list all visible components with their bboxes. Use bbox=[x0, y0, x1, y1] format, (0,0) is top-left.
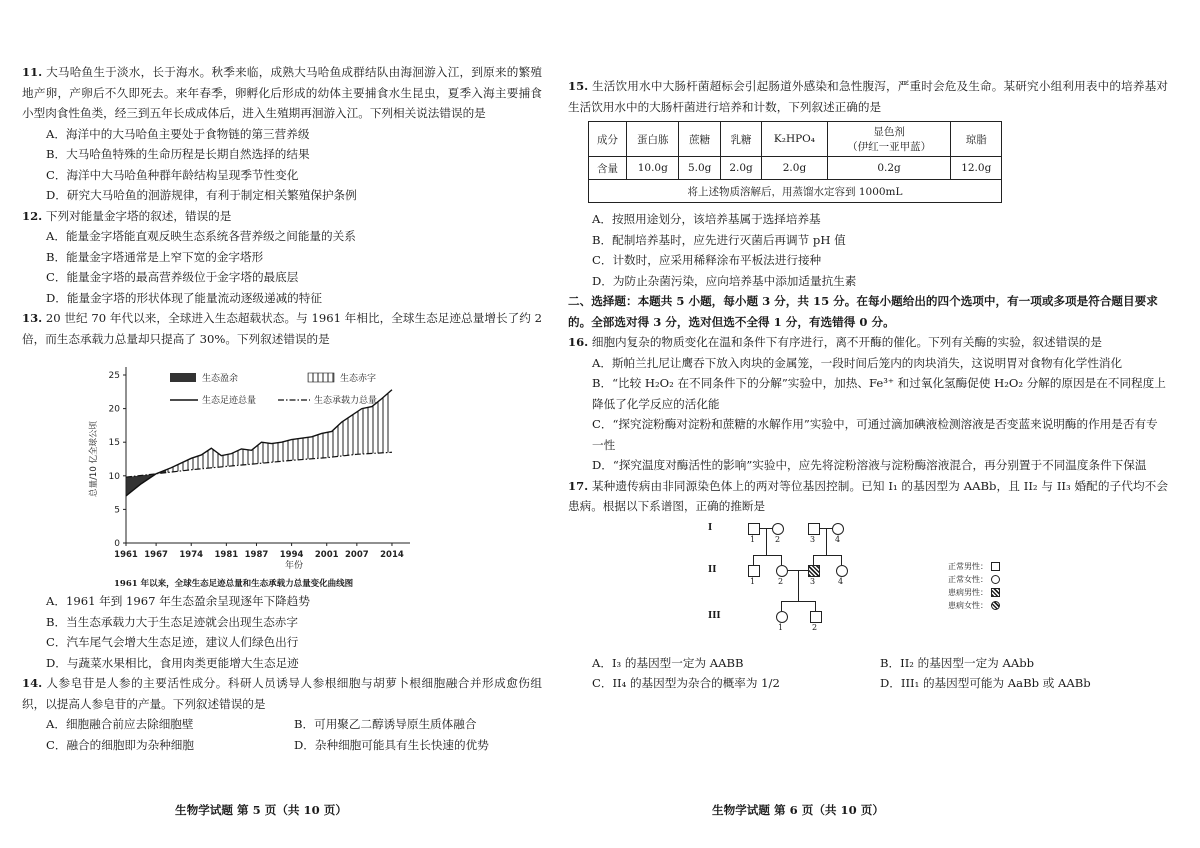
generation-label-ii: II bbox=[708, 564, 717, 575]
table-note-row bbox=[589, 180, 1002, 203]
medium-table bbox=[588, 121, 1002, 203]
pedigree-descent-line bbox=[781, 601, 782, 611]
legend-affected-male-symbol bbox=[991, 588, 1000, 597]
x-tick-label: 2014 bbox=[380, 550, 404, 560]
section-two-heading: 二、选择题：本题共 5 小题，每小题 3 分，共 15 分。在每小题给出的四个选项中，有一项或多项是符合题目要求的。全部选对得 3 分，选对但选不全得 1 分，有选错得 0 分。 bbox=[568, 294, 1158, 329]
table-cell: 10.0g bbox=[627, 157, 679, 180]
x-tick-label: 1967 bbox=[144, 550, 168, 560]
y-tick-label: 20 bbox=[108, 404, 120, 415]
pedigree-descent-line bbox=[798, 571, 799, 601]
x-tick-label: 1961 bbox=[114, 550, 138, 560]
pedigree-i4-normal-female bbox=[832, 523, 844, 535]
pedigree-descent-line bbox=[841, 555, 842, 565]
q14-option-a: A．细胞融合前应去除细胞壁 bbox=[46, 717, 194, 731]
pedigree-iii1-normal-female bbox=[776, 611, 788, 623]
legend-swatch-deficit bbox=[308, 373, 334, 382]
question-13: 13. 20 世纪 70 年代以来，全球进入生态超载状态。与 1961 年相比，全球生态足迹总量增长了约 2 倍，而生态承载力总量却只提高了 30%。下列叙述错误的是 bbox=[22, 311, 542, 346]
q14-option-d: D．杂种细胞可能具有生长快速的优势 bbox=[294, 737, 489, 752]
pedigree-number: 3 bbox=[810, 534, 816, 544]
table-header-cell: 蔗糖 bbox=[679, 122, 720, 157]
pedigree-i1-normal-male bbox=[748, 523, 760, 535]
page-footer-left: 生物学试题 第 5 页（共 10 页） bbox=[175, 803, 347, 817]
legend-label-biocapacity: 生态承载力总量 bbox=[314, 396, 378, 406]
q12-option-a: A．能量金字塔能直观反映生态系统各营养级之间能量的关系 bbox=[46, 229, 356, 243]
generation-label-iii: III bbox=[708, 610, 721, 621]
pedigree-number: 2 bbox=[778, 576, 784, 586]
question-11-stem: 大马哈鱼生于淡水，长于海水。秋季来临，成熟大马哈鱼成群结队由海洄游入江，到原来的繁殖地产卵，产卵后不久即死去。来年春季，卵孵化后形成的幼体主要捕食水生昆虫，夏季入海主要捕食小型肉食性鱼类，经三到五年长成成体后，进入生殖期再洄游入江。下列相关说法错误的是 bbox=[22, 65, 542, 120]
q12-option-b: B．能量金字塔通常是上窄下宽的金字塔形 bbox=[46, 249, 264, 264]
y-tick-label: 5 bbox=[114, 505, 120, 516]
q11-option-a: A．海洋中的大马哈鱼主要处于食物链的第三营养级 bbox=[46, 126, 310, 141]
pedigree-descent-line bbox=[815, 601, 816, 611]
pedigree-number: 1 bbox=[778, 622, 784, 632]
q13-option-d: D．与蔬菜水果相比，食用肉类更能增大生态足迹 bbox=[46, 655, 299, 670]
question-15: 15. 生活饮用水中大肠杆菌超标会引起肠道外感染和急性腹泻，严重时会危及生命。某研究小组利用表中的培养基对生活饮用水中的大肠杆菌进行培养和计数，下列叙述正确的是 bbox=[568, 79, 1168, 114]
y-axis-label: 总量/10 亿全球公顷 bbox=[89, 421, 99, 497]
pedigree-number: 3 bbox=[810, 576, 816, 586]
pedigree-sibship-line bbox=[753, 555, 781, 556]
legend-normal-male-symbol bbox=[991, 562, 1000, 571]
q17-option-b: B．II₂ 的基因型一定为 AAbb bbox=[880, 655, 1035, 670]
question-17-stem: 某种遗传病由非同源染色体上的两对等位基因控制。已知 I₁ 的基因型为 AABb，且 II₂ 与 II₃ 婚配的子代均不会患病。根据以下系谱图，正确的推断是 bbox=[568, 478, 1168, 513]
footprint-chart bbox=[82, 355, 422, 577]
table-cell: 0.2g bbox=[827, 157, 951, 180]
q16-option-d: D．“探究温度对酶活性的影响”实验中，应先将淀粉溶液与淀粉酶溶液混合，再分别置于不同温度条件下保温 bbox=[592, 458, 1147, 472]
table-header-cell: 成分 bbox=[589, 122, 627, 157]
q15-option-b: B．配制培养基时，应先进行灭菌后再调节 pH 值 bbox=[592, 232, 846, 247]
pedigree-sibship-line bbox=[813, 555, 841, 556]
pedigree-number: 4 bbox=[835, 534, 841, 544]
pedigree-descent-line bbox=[826, 529, 827, 555]
question-14-stem: 人参皂苷是人参的主要活性成分。科研人员诱导人参根细胞与胡萝卜根细胞融合并形成愈伤组织，以提高人参皂苷的产量。下列叙述错误的是 bbox=[22, 676, 542, 711]
pedigree-ii3-affected-male bbox=[808, 565, 820, 577]
table-cell: 2.0g bbox=[720, 157, 761, 180]
q13-option-c: C．汽车尾气会增大生态足迹，建议人们绿色出行 bbox=[46, 635, 299, 649]
legend-affected-female-symbol bbox=[991, 601, 1000, 610]
q16-option-c: C．“探究淀粉酶对淀粉和蔗糖的水解作用”实验中，可通过滴加碘液检测溶液是否变蓝来说明酶的作用是否有专一性 bbox=[592, 417, 1158, 452]
right-page bbox=[560, 0, 1200, 848]
question-16: 16. 细胞内复杂的物质变化在温和条件下有序进行，离不开酶的催化。下列有关酶的实验，叙述错误的是 bbox=[568, 335, 1102, 349]
pedigree-chart bbox=[708, 519, 1068, 647]
legend-swatch-surplus bbox=[170, 373, 196, 382]
q15-option-a: A．按照用途划分，该培养基属于选择培养基 bbox=[592, 212, 821, 226]
question-11: 11. 大马哈鱼生于淡水，长于海水。秋季来临，成熟大马哈鱼成群结队由海洄游入江，到原来的繁殖地产卵，产卵后不久即死去。来年春季，卵孵化后形成的幼体主要捕食水生昆虫，夏季入海主要捕食小型肉食性鱼类，经三到五年长成成体后，进入生殖期再洄游入江。下列相关说法错误的是 bbox=[22, 65, 542, 120]
indicator-subtitle: （伊红一亚甲蓝） bbox=[847, 141, 932, 153]
pedigree-descent-line bbox=[781, 555, 782, 565]
table-header-cell-indicator: 显色剂 （伊红一亚甲蓝） bbox=[827, 122, 951, 157]
q17-option-c: C．II₄ 的基因型为杂合的概率为 1/2 bbox=[592, 676, 780, 690]
legend-normal-female-symbol bbox=[991, 575, 1000, 584]
question-15-stem: 生活饮用水中大肠杆菌超标会引起肠道外感染和急性腹泻，严重时会危及生命。某研究小组利用表中的培养基对生活饮用水中的大肠杆菌进行培养和计数，下列叙述正确的是 bbox=[568, 79, 1168, 114]
q11-option-c: C．海洋中大马哈鱼种群年龄结构呈现季节性变化 bbox=[46, 167, 299, 182]
pedigree-iii2-normal-male bbox=[810, 611, 822, 623]
chart-caption: 1961 年以来，全球生态足迹总量和生态承载力总量变化曲线图 bbox=[114, 579, 354, 589]
q17-option-d: D．III₁ 的基因型可能为 AaBb 或 AABb bbox=[880, 676, 1091, 690]
q12-option-d: D．能量金字塔的形状体现了能量流动逐级递减的特征 bbox=[46, 290, 322, 305]
table-header-cell: 蛋白胨 bbox=[627, 122, 679, 157]
pedigree-descent-line bbox=[813, 555, 814, 565]
question-12-stem: 下列对能量金字塔的叙述，错误的是 bbox=[45, 208, 232, 223]
q15-option-d: D．为防止杂菌污染，应向培养基中添加适量抗生素 bbox=[592, 273, 857, 288]
q15-option-c: C．计数时，应采用稀释涂布平板法进行接种 bbox=[592, 253, 822, 267]
x-tick-label: 1994 bbox=[279, 550, 304, 560]
q13-option-b: B．当生态承载力大于生态足迹就会出现生态赤字 bbox=[46, 614, 298, 629]
x-tick-label: 2007 bbox=[345, 550, 369, 560]
pedigree-ii4-normal-female bbox=[836, 565, 848, 577]
left-column bbox=[22, 62, 542, 755]
q17-options bbox=[592, 653, 1168, 694]
table-cell: 12.0g bbox=[951, 157, 1002, 180]
legend-normal-male: 正常男性： bbox=[948, 561, 1000, 572]
q14-option-b: B．可用聚乙二醇诱导原生质体融合 bbox=[294, 717, 477, 731]
table-header-row bbox=[589, 122, 1002, 157]
q11-option-b: B．大马哈鱼特殊的生命历程是长期自然选择的结果 bbox=[46, 147, 310, 161]
pedigree-ii2-normal-female bbox=[776, 565, 788, 577]
q16-option-b: B．“比较 H₂O₂ 在不同条件下的分解”实验中，加热、Fe³⁺ 和过氧化氢酶促使 H₂O₂ 分解的原因是在不同程度上降低了化学反应的活化能 bbox=[592, 376, 1166, 411]
legend-affected-female: 患病女性： bbox=[948, 600, 1000, 611]
legend-label-surplus: 生态盈余 bbox=[202, 374, 239, 384]
question-17: 17. 某种遗传病由非同源染色体上的两对等位基因控制。已知 I₁ 的基因型为 AABb，且 II₂ 与 II₃ 婚配的子代均不会患病。根据以下系谱图，正确的推断是 bbox=[568, 478, 1168, 513]
x-tick-label: 1981 bbox=[214, 550, 239, 560]
legend-label-deficit: 生态赤字 bbox=[340, 374, 377, 384]
table-note: 将上述物质溶解后，用蒸馏水定容到 1000mL bbox=[589, 180, 1002, 203]
q17-option-a: A．I₃ 的基因型一定为 AABB bbox=[592, 655, 744, 670]
y-tick-label: 15 bbox=[108, 438, 120, 449]
q16-option-a: A．斯帕兰扎尼让鹰吞下放入肉块的金属笼，一段时间后笼内的肉块消失，这说明胃对食物有化学性消化 bbox=[592, 355, 1123, 370]
legend-label-footprint: 生态足迹总量 bbox=[202, 396, 257, 406]
table-cell: 5.0g bbox=[679, 157, 720, 180]
q11-option-d: D．研究大马哈鱼的洄游规律，有利于制定相关繁殖保护条例 bbox=[46, 188, 357, 202]
q12-option-c: C．能量金字塔的最高营养级位于金字塔的最底层 bbox=[46, 270, 299, 284]
q14-options bbox=[46, 714, 542, 755]
pedigree-number: 2 bbox=[775, 534, 781, 544]
ecological-surplus-area bbox=[126, 470, 166, 496]
pedigree-number: 1 bbox=[750, 534, 756, 544]
pedigree-descent-line bbox=[753, 555, 754, 565]
question-13-stem: 20 世纪 70 年代以来，全球进入生态超载状态。与 1961 年相比，全球生态足迹总量增长了约 2 倍，而生态承载力总量却只提高了 30%。下列叙述错误的是 bbox=[22, 311, 542, 346]
table-header-cell: 乳糖 bbox=[720, 122, 761, 157]
pedigree-descent-line bbox=[766, 529, 767, 555]
x-tick-label: 1974 bbox=[179, 550, 204, 560]
pedigree-i2-normal-female bbox=[772, 523, 784, 535]
x-tick-label: 2001 bbox=[314, 550, 339, 560]
question-12: 12. 下列对能量金字塔的叙述，错误的是 bbox=[22, 208, 232, 223]
table-row bbox=[589, 157, 1002, 180]
q13-option-a: A．1961 年到 1967 年生态盈余呈现逐年下降趋势 bbox=[46, 594, 310, 608]
question-14: 14. 人参皂苷是人参的主要活性成分。科研人员诱导人参根细胞与胡萝卜根细胞融合并形成愈伤组织，以提高人参皂苷的产量。下列叙述错误的是 bbox=[22, 676, 542, 711]
table-header-cell: 琼脂 bbox=[951, 122, 1002, 157]
y-tick-label: 0 bbox=[114, 539, 120, 549]
footprint-chart-svg bbox=[82, 355, 422, 577]
right-column bbox=[568, 76, 1168, 694]
table-cell: 含量 bbox=[589, 157, 627, 180]
legend-affected-male: 患病男性： bbox=[948, 587, 1000, 598]
table-header-cell: K₂HPO₄ bbox=[762, 122, 827, 157]
q14-option-c: C．融合的细胞即为杂种细胞 bbox=[46, 737, 194, 752]
table-cell: 2.0g bbox=[762, 157, 827, 180]
page-footer-right: 生物学试题 第 6 页（共 10 页） bbox=[712, 803, 884, 817]
question-16-stem: 细胞内复杂的物质变化在温和条件下有序进行，离不开酶的催化。下列有关酶的实验，叙述错误的是 bbox=[591, 335, 1102, 349]
pedigree-ii1-normal-male bbox=[748, 565, 760, 577]
y-tick-label: 25 bbox=[108, 371, 120, 381]
pedigree-number: 1 bbox=[750, 576, 756, 586]
y-tick-label: 10 bbox=[108, 471, 120, 482]
left-page bbox=[0, 0, 560, 848]
pedigree-number: 4 bbox=[838, 576, 844, 586]
legend-normal-female: 正常女性： bbox=[948, 574, 1000, 585]
x-axis-label: 年份 bbox=[284, 561, 304, 571]
pedigree-number: 2 bbox=[812, 622, 818, 632]
generation-label-i: I bbox=[708, 522, 713, 533]
pedigree-sibship-line bbox=[781, 601, 815, 602]
x-tick-label: 1987 bbox=[244, 550, 269, 560]
pedigree-i3-normal-male bbox=[808, 523, 820, 535]
